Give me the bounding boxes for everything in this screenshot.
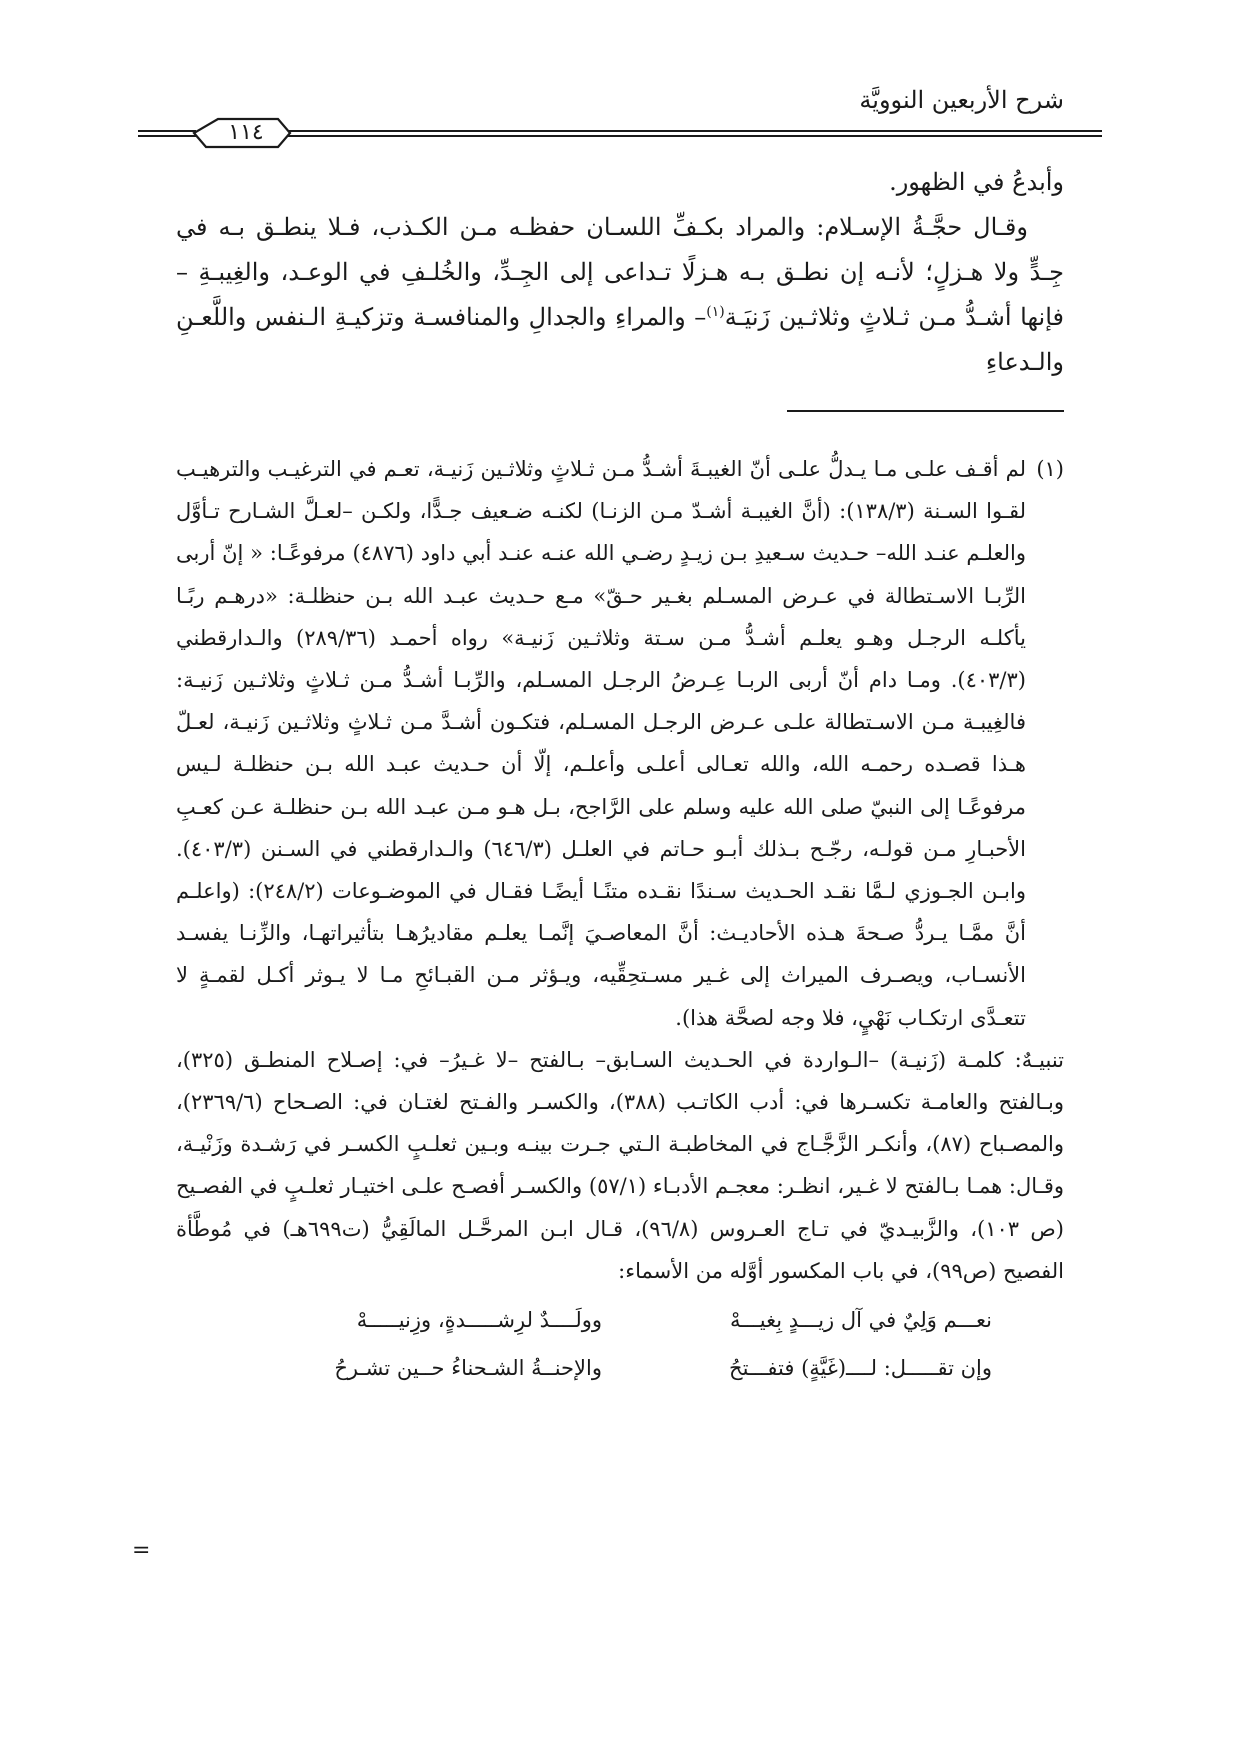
running-header-title: شرح الأربعين النوويَّة xyxy=(859,86,1064,114)
poem-hemistich: وولَــــدٌ لرِشـــــدةٍ، وزِنيـــــهْ xyxy=(356,1308,602,1333)
body-text-run: وقـال حجَّـةُ الإسـلام: والمراد بكـفِّ اللسـان حفظـه مـن الكـذب، فـلا ينطـق بـه في جِـدٍّ ولا هـزلٍ؛ لأنـه إن نطـق بـه هـزلًا تـداعى إلى الجِـدِّ، والخُلـفِ في الوعـد، والغِيبـةِ –فإنها أشـدُّ مـن ثـلاثٍ وثلاثـين زَنيَـة xyxy=(176,213,1065,331)
poem-hemistich: والإحنــةُ الشـحناءُ حــين تشـرحُ xyxy=(334,1356,602,1381)
note-text: كلمـة (زَنيـة) –الـواردة في الحـديث السـابق– بـالفتح –لا غـيرُ– في: إصـلاح المنطـق (٣٢٥)، وبـالفتح والعامـة تكسـرها في: أدب الكاتـب (٣٨٨)، والكسـر والفـتح لغتـان في: الصـحاح (٢٣٦٩/٦)، والمصـباح (٨٧)، وأنكـر الزَّجَّـاج في المخاطبـة الـتي جـرت بينـه وبـين ثعلـبٍ الكسـر في رَشـدة وزَنْيـة، وقـال: همـا بـالفتح لا غـير، انظـر: معجـم الأدبـاء (٥٧/١) والكسـر أفصـح علـى اختيـار ثعلـبٍ في الفصـيح (ص ١٠٣)، والزَّبيـديّ في تـاج العـروس (٩٦/٨)، قـال ابـن المرحَّـل المالَقِيُّ (ت٦٩٩هـ) في مُوطَّأة الفصيح (ص٩٩)، في باب المكسور أوَّله من الأسماء: xyxy=(176,1047,1064,1283)
body-paragraph xyxy=(176,205,1064,385)
body-paragraph: وأبدعُ في الظهور. xyxy=(889,168,1064,196)
poem-verse xyxy=(176,1344,992,1392)
poem-hemistich: نعـــم وَلِيٌ في آل زيـــدٍ بِغيـــهْ xyxy=(730,1308,992,1333)
footnote-note xyxy=(176,1039,1064,1292)
page-number: ١١٤ xyxy=(228,120,264,145)
footnote-number: (١) xyxy=(1036,457,1064,481)
continued-mark: = xyxy=(132,1538,151,1563)
poem xyxy=(176,1296,1064,1392)
footnote-separator xyxy=(787,410,1064,412)
footnotes xyxy=(176,448,1064,1392)
poem-verse xyxy=(176,1296,992,1344)
body-text-run: – والمراءِ والجدالِ والمنافسـة وتزكيـةِ الـنفس واللَّعـنِ والـدعاءِ xyxy=(176,303,1064,376)
note-label: تنبيـهٌ: xyxy=(1014,1047,1064,1072)
footnote-1 xyxy=(176,448,1064,1039)
footnote-reference: (١) xyxy=(706,304,725,320)
main-text xyxy=(176,160,1064,385)
poem-hemistich: وإن تقـــــل: لــــ(غَيَّةٍ) فتفـــتحُ xyxy=(729,1356,992,1381)
footnote-text: لم أقـف علـى مـا يـدلُّ علـى أنّ الغيبـةَ أشـدُّ مـن ثـلاثٍ وثلاثـين زَنيـة، تعـم في الترغيـب والترهيـب لقـوا السـنة (١٣٨/٣): (أنَّ الغيبـة أشـدّ مـن الزنـا) لكنـه ضـعيف جـدًّا، ولكـن –لعـلَّ الشـارح تـأوَّل والعلـم عنـد الله– حـديث سـعيدِ بـن زيـدٍ رضـي الله عنـه عنـد أبي داود (٤٨٧٦) مرفوعًـا: « إنّ أربى الرِّبـا الاسـتطالة في عـرض المسـلم بغـير حـقّ» مـع حـديث عبـد الله بـن حنظلـة: «درهـم ربًـا يأكلـه الرجـل وهـو يعلـم أشـدُّ مـن سـتة وثلاثـين زَنيـة» رواه أحمـد (٢٨٩/٣٦) والـدارقطني (٤٠٣/٣). ومـا دام أنّ أربى الربـا عِـرضُ الرجـل المسـلم، والرِّبـا أشـدُّ مـن ثـلاثٍ وثلاثـين زَنيـة: فالغِيبـة مـن الاسـتطالة علـى عـرض الرجـل المسـلم، فتكـون أشـدَّ مـن ثـلاثٍ وثلاثـين زَنيـة، لعـلّ هـذا قصـده رحمـه الله، والله تعـالى أعلـى وأعلـم، إلّا أن حـديث عبـد الله بـن حنظلـة لـيس مرفوعًـا إلى النبيّ صلى الله عليه وسلم على الرَّاجح، بـل هـو مـن عبـد الله بـن حنظلـة عـن كعـبِ الأحبـارِ مـن قولـه، رجّـح بـذلك أبـو حـاتم في العلـل (٦٤٦/٣) والـدارقطني في السـنن (٤٠٣/٣). وابـن الجـوزي لـمَّا نقـد الحـديث سـندًا نقـده متنًـا أيضًـا فقـال في الموضـوعات (٢٤٨/٢): (واعلـم أنَّ ممَّـا يـردُّ صـحةَ هـذه الأحاديـث: أنَّ المعاصـيَ إنَّمـا يعلـم مقاديرُهـا بتأثيراتهـا، والزِّنـا يفسـد الأنسـاب، ويصـرف الميراث إلى غـير مسـتحِقِّيه، ويـؤثر مـن القبـائحِ مـا لا يـوثر أكـل لقمـةٍ لا تتعـدَّى ارتكـاب نَهْيٍ، فلا وجه لصحَّة هذا). xyxy=(176,457,1027,1030)
